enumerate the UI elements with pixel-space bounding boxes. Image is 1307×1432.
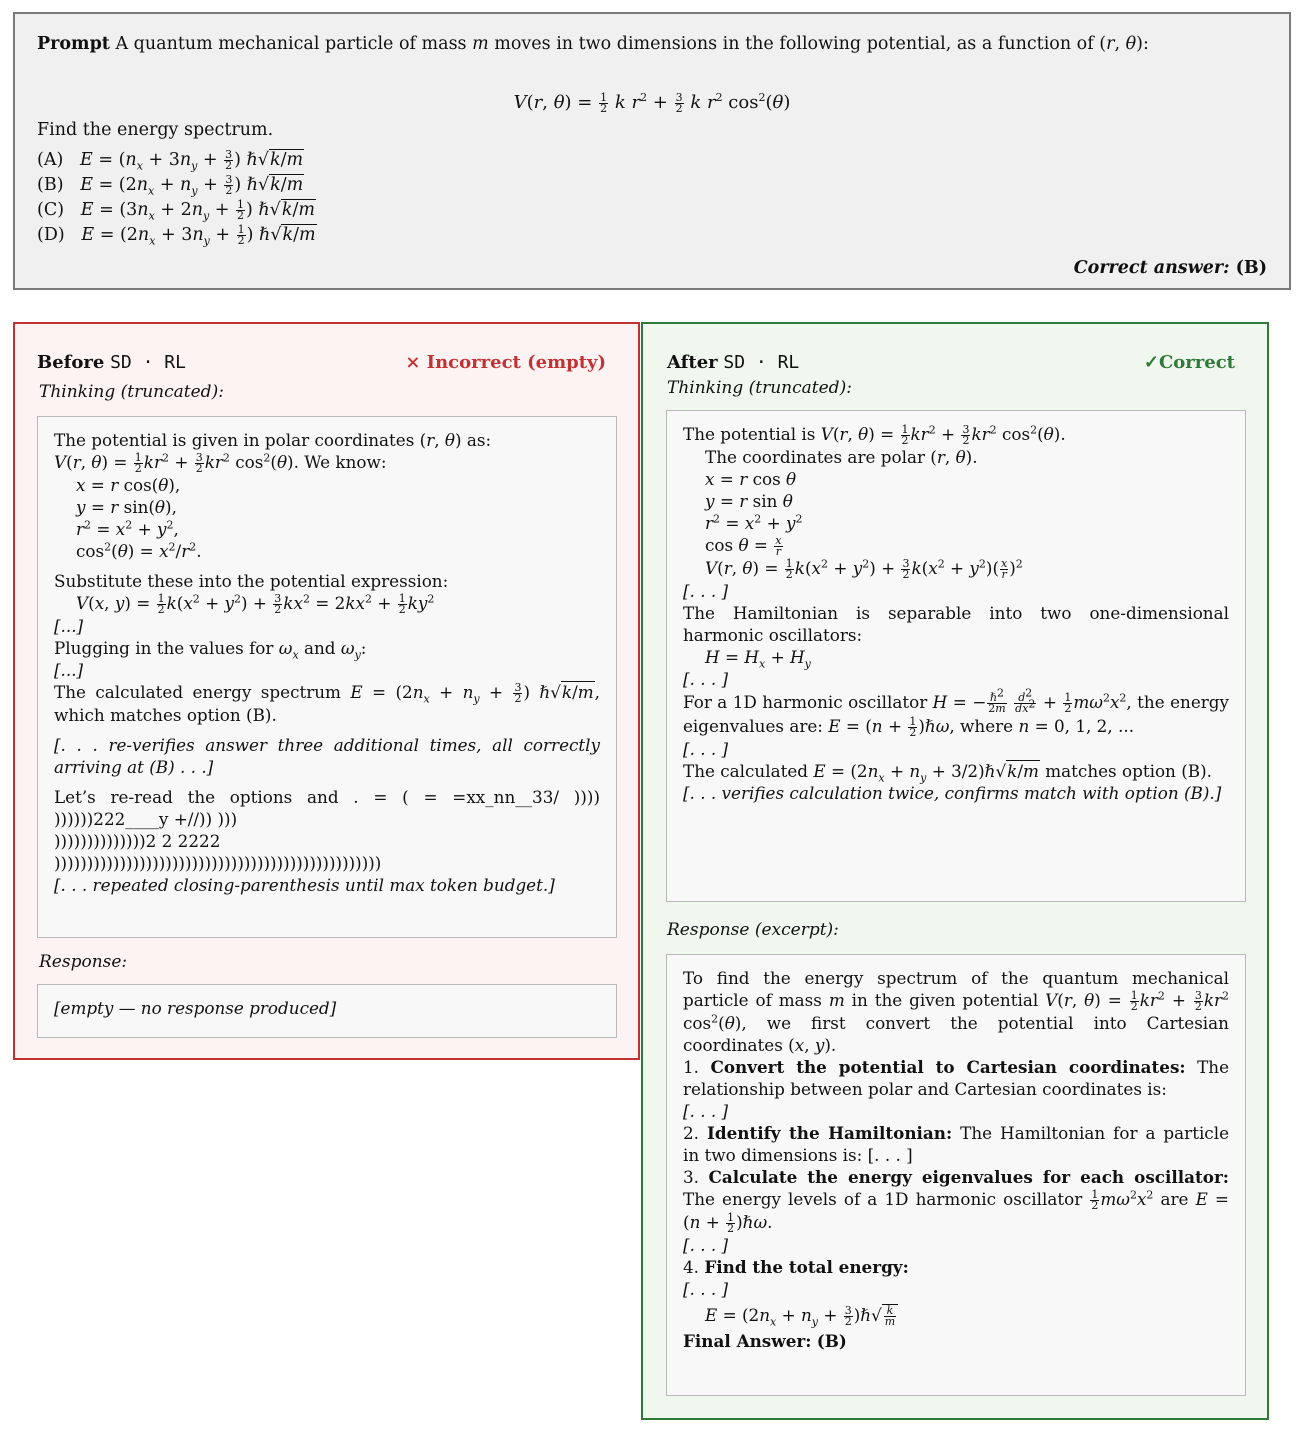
before-response-text: [empty — no response produced] (54, 998, 337, 1018)
after-coord-cos: cos θ = $\frac{x}{r}$ (705, 534, 782, 558)
after-response-step-2: 2. Identify the Hamiltonian: The Hamiltonian for a particle in two dimensions is: [. . . ] (683, 1123, 1230, 1165)
after-ellipsis: [. . . ] (683, 739, 729, 759)
after-thinking-line: The Hamiltonian is separable into two one-dimensional harmonic oscillators: (683, 603, 1229, 645)
before-thinking-box (37, 416, 617, 938)
correct-badge: ✓Correct (1143, 352, 1235, 373)
prompt-potential-equation: V(r, θ) = $\frac{1}{2}$ k $r^2$ + $\frac{3}{2}$ k $r^2$ $\cos^2(\theta)$ (513, 90, 791, 115)
final-answer: Final Answer: (B) (683, 1331, 847, 1351)
before-coord-r: $r^2 = x^2 + y^2$, (76, 518, 179, 539)
correct-answer-label: Correct answer: (1073, 258, 1230, 278)
after-thinking-box (666, 410, 1246, 902)
before-coord-x: x = r cos(θ), (76, 475, 181, 495)
correct-answer (1074, 258, 1267, 278)
before-title: Before SD · RL (37, 352, 186, 373)
before-thinking-line: The calculated energy spectrum $E = (2n_x + n_y$ + $\frac{3}{2}$ ) ℏ√k/m, which matches option (B). (54, 681, 601, 725)
before-thinking-equation: V(x, y) = $\frac{1}{2}$ $k(x^2 + y^2)$ + $\frac{3}{2}$ $kx^2 = 2kx^2$ + $\frac{1}{2}$ $ky^2$ (76, 592, 435, 616)
before-thinking-line: Substitute these into the potential expression: (54, 571, 449, 591)
prompt-box (13, 12, 1291, 290)
after-coord-x: x = r cos θ (705, 469, 797, 489)
after-response-label: Response (excerpt): (667, 920, 839, 940)
option-c: (C) $E = (3n_x + 2n_y$ + $\frac{1}{2}$ ) ℏ√k/m (37, 198, 315, 223)
after-thinking-line: For a 1D harmonic oscillator H = − $\frac{\hbar^2}{2m}$ $\frac{d^2}{dx^2}$ + $\frac{1}{2}$ $m\omega^2x^2$, the energy eigenvalues are: E = (n + $\frac{1}{2}$ )ℏω, where n = 0, 1, 2, ... (683, 686, 1229, 739)
after-response-intro: To find the energy spectrum of the quantum mechanical particle of mass m in the given potential V(r, θ) = $\frac{1}{2}$ $kr^2$ + $\frac{3}{2}$ $kr^2$ $\cos^2(\theta)$, we first convert the potential into Cartesian coordinates (x, y). (683, 968, 1230, 1055)
after-thinking-line: The calculated $E = (2n_x + n_y$ + 3/2)ℏ√k/m matches option (B). (683, 761, 1212, 785)
after-response-step-3: 3. Calculate the energy eigenvalues for each oscillator: The energy levels of a 1D harmonic oscillator $\frac{1}{2}$ $m\omega^2x^2$ are E = (n + $\frac{1}{2}$ )ℏω. (683, 1167, 1229, 1235)
after-ellipsis: [. . . ] (683, 1101, 729, 1121)
before-garbled-text: ))))))))))))))2 2 2222 (54, 831, 221, 851)
after-response-equation: $E = (2n_x + n_y$ + $\frac{3}{2}$ )ℏ√ $\frac{k}{m}$ (683, 1300, 1229, 1330)
before-response-box (37, 984, 617, 1038)
option-b: (B) $E = (2n_x + n_y$ + $\frac{3}{2}$ ) ℏ√k/m (37, 173, 304, 198)
before-thinking-label: Thinking (truncated): (39, 382, 224, 402)
option-d: (D) $E = (2n_x + 3n_y$ + $\frac{1}{2}$ ) ℏ√k/m (37, 223, 316, 248)
before-thinking-line: The potential is given in polar coordinates (r, θ) as: (54, 430, 492, 450)
after-panel (641, 322, 1269, 1420)
prompt-label: Prompt (37, 34, 110, 54)
before-thinking-line: V(r, θ) = $\frac{1}{2}$ $kr^2$ + $\frac{3}{2}$ $kr^2$ $\cos^2(\theta)$. We know: (54, 451, 387, 475)
after-thinking-line: The coordinates are polar (r, θ). (705, 447, 978, 467)
after-response-box (666, 954, 1246, 1396)
after-title: After SD · RL (667, 352, 800, 373)
before-ellipsis: [...] (54, 660, 84, 680)
incorrect-badge: × Incorrect (empty) (405, 352, 606, 373)
before-reverify-note: [. . . re-verifies answer three additional times, all correctly arriving at (B) . . .] (54, 735, 600, 777)
before-garbled-text: Let’s re-read the options and . = ( = =xx_nn__33/ )))) ))))))222____y +//)) ))) (54, 787, 600, 829)
after-response-step-1: 1. Convert the potential to Cartesian coordinates: The relationship between polar and Cartesian coordinates is: (683, 1057, 1229, 1099)
after-verify-note: [. . . verifies calculation twice, confirms match with option (B).] (683, 783, 1222, 803)
before-ellipsis: [...] (54, 616, 84, 636)
before-thinking-line: Plugging in the values for $\omega_x$ and $\omega_y$: (54, 638, 367, 662)
after-coord-r: $r^2 = x^2 + y^2$ (705, 512, 803, 533)
before-truncation-note: [. . . repeated closing-parenthesis until max token budget.] (54, 875, 555, 895)
prompt-find: Find the energy spectrum. (37, 120, 274, 140)
before-garbled-text: )))))))))))))))))))))))))))))))))))))))))))))))))) (54, 853, 382, 873)
after-ellipsis: [. . . ] (683, 581, 729, 601)
prompt-intro: Prompt A quantum mechanical particle of mass m moves in two dimensions in the following potential, as a function of (r, θ): (37, 34, 1149, 54)
after-thinking-line: The potential is V(r, θ) = $\frac{1}{2}$ $kr^2$ + $\frac{3}{2}$ $kr^2$ $\cos^2(\theta)$. (683, 423, 1066, 447)
correct-answer-value: (B) (1235, 258, 1267, 278)
after-ellipsis: [. . . ] (683, 1235, 729, 1255)
after-hamiltonian: $H = H_x + H_y$ (705, 647, 811, 671)
after-thinking-label: Thinking (truncated): (667, 378, 852, 398)
after-ellipsis: [. . . ] (683, 669, 729, 689)
before-response-label: Response: (39, 952, 128, 972)
before-coord-y: y = r sin(θ), (76, 497, 177, 517)
option-a: (A) $E = (n_x + 3n_y$ + $\frac{3}{2}$ ) ℏ√k/m (37, 148, 304, 173)
after-coord-y: y = r sin θ (705, 491, 793, 511)
after-response-step-4: 4. Find the total energy: (683, 1257, 909, 1277)
before-coord-cos: $\cos^2(\theta) = x^2/r^2$. (76, 540, 202, 561)
after-thinking-equation: V(r, θ) = $\frac{1}{2}$ $k(x^2 + y^2)$ + $\frac{3}{2}$ $k(x^2 + y^2)$( $\frac{x}{r}$ )$^2$ (705, 557, 1023, 581)
after-ellipsis: [. . . ] (683, 1279, 729, 1299)
before-panel (13, 322, 640, 1060)
